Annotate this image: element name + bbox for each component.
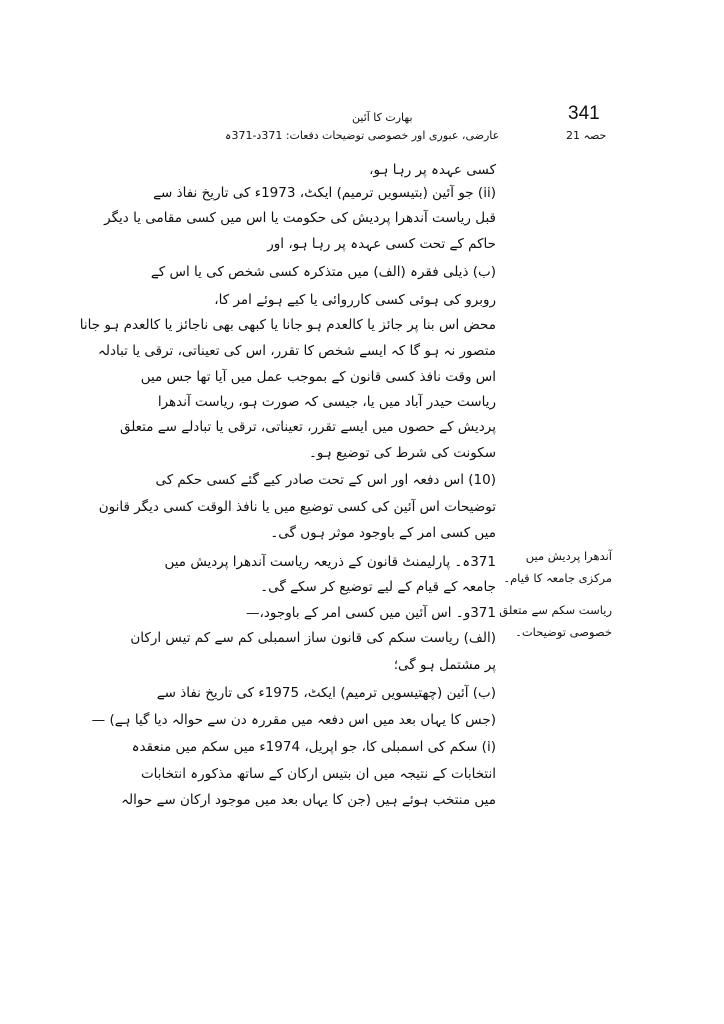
body-line: (ii) جو آئین (بتیسویں ترمیم) ایکٹ، 1973ء کی تاریخ نفاذ سے bbox=[153, 185, 496, 201]
body-line: اس وقت نافذ کسی قانون کے بموجب عمل میں آیا تھا جس میں bbox=[140, 369, 496, 385]
margin-note: خصوصی توضیحات۔ bbox=[515, 625, 612, 639]
body-line: (جس کا یہاں بعد میں اس دفعہ میں مقررہ دن سے حوالہ دیا گیا ہے) — bbox=[91, 712, 496, 728]
body-line: میں کسی امر کے باوجود موثر ہوں گی۔ bbox=[270, 525, 496, 541]
body-line: پردیش کے حصوں میں ایسے تقرر، تعیناتی، ترقی یا تبادلے سے متعلق bbox=[119, 419, 496, 435]
body-line: جامعہ کے قیام کے لیے توضیع کر سکے گی۔ bbox=[260, 579, 496, 595]
body-line: (الف) ریاست سکم کی قانون ساز اسمبلی کم سے کم تیس ارکان bbox=[130, 630, 496, 646]
body-line: سکونت کی شرط کی توضیع ہو۔ bbox=[308, 445, 496, 461]
running-header-part: حصہ 21 bbox=[566, 129, 607, 142]
body-line: 371ہ۔ پارلیمنٹ قانون کے ذریعہ ریاست آندھرا پردیش میں bbox=[164, 554, 496, 570]
margin-note: آندھرا پردیش میں bbox=[525, 549, 612, 563]
running-header-subtitle: عارضی، عبوری اور خصوصی توضیحات bbox=[322, 129, 500, 142]
margin-note: مرکزی جامعہ کا قیام۔ bbox=[503, 571, 612, 585]
page-number: 341 bbox=[568, 103, 600, 124]
body-line: محض اس بنا پر جائز یا کالعدم ہو جانا یا کبھی بھی ناجائز یا کالعدم ہو جانا bbox=[79, 317, 496, 333]
body-line: (ب) ذیلی فقرہ (الف) میں متذکرہ کسی شخص کی یا اس کے bbox=[150, 264, 496, 280]
body-line: 371و۔ اس آئین میں کسی امر کے باوجود،— bbox=[246, 605, 496, 621]
body-line: (ب) آئین (چھتیسویں ترمیم) ایکٹ، 1975ء کی تاریخ نفاذ سے bbox=[156, 685, 496, 701]
body-line: میں منتخب ہوئے ہیں (جن کا یہاں بعد میں موجود ارکان سے حوالہ bbox=[121, 792, 496, 808]
body-line: متصور نہ ہو گا کہ ایسے شخص کا تقرر، اس کی تعیناتی، ترقی یا تبادلہ bbox=[97, 343, 496, 359]
body-line: روبرو کی ہوئی کسی کارروائی یا کیے ہوئے امر کا، bbox=[214, 292, 496, 308]
body-line: انتخابات کے نتیجہ میں ان بتیس ارکان کے ساتھ مذکورہ انتخابات bbox=[140, 766, 496, 782]
body-line: توضیحات اس آئین کی کسی توضیع میں یا نافذ الوقت کسی دیگر قانون bbox=[98, 499, 496, 515]
body-line: ریاست حیدر آباد میں یا، جیسی کہ صورت ہو، ریاست آندھرا bbox=[157, 394, 496, 410]
body-line: (i) سکم کی اسمبلی کا، جو اپریل، 1974ء میں سکم میں منعقدہ bbox=[131, 739, 496, 755]
body-line: (10) اس دفعہ اور اس کے تحت صادر کیے گئے کسی حکم کی bbox=[155, 472, 496, 488]
body-line: قبل ریاست آندھرا پردیش کی حکومت یا اس میں کسی مقامی یا دیگر bbox=[104, 210, 496, 226]
body-line: کسی عہدہ پر رہا ہو، bbox=[369, 162, 496, 178]
running-header-title: بھارت کا آئین bbox=[352, 111, 413, 124]
running-header-section-ref: دفعات: 371د-371ہ bbox=[225, 129, 319, 142]
body-line: حاکم کے تحت کسی عہدہ پر رہا ہو، اور bbox=[267, 236, 496, 252]
body-line: پر مشتمل ہو گی؛ bbox=[393, 657, 496, 673]
margin-note: ریاست سکم سے متعلق bbox=[499, 603, 612, 617]
